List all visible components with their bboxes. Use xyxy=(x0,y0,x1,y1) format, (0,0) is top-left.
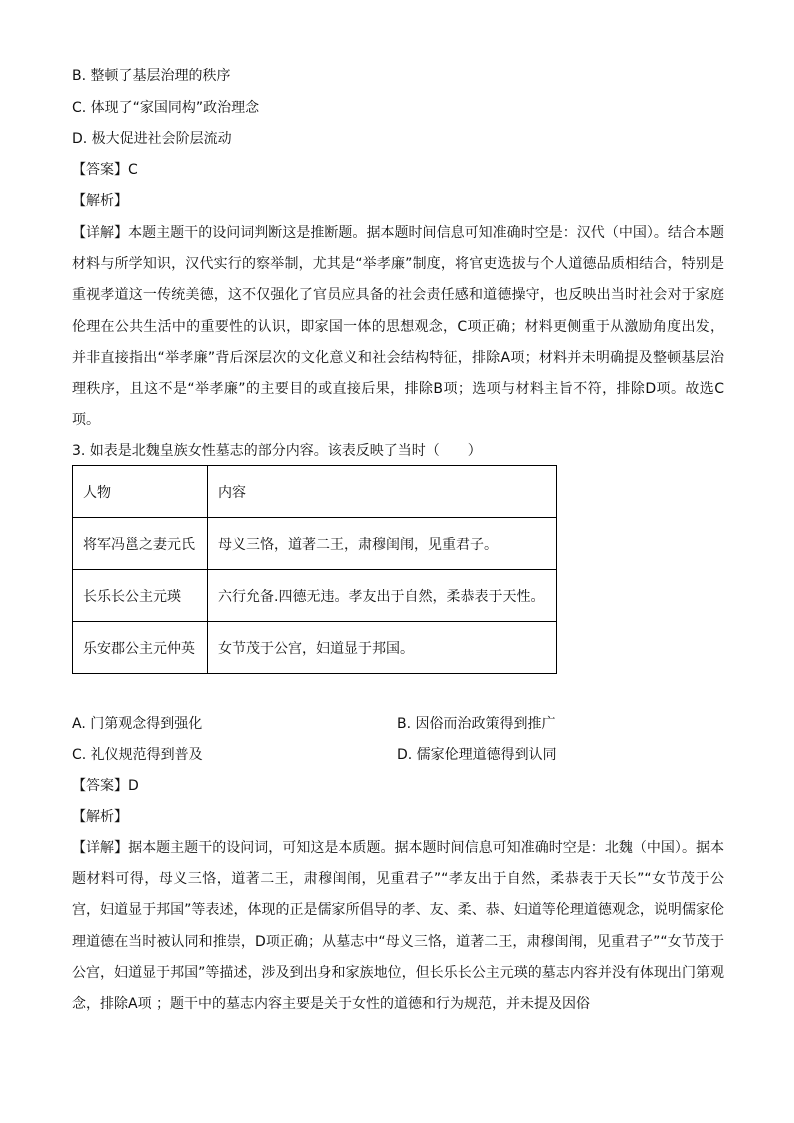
table-cell-content: 母义三恪，道著二王，肃穆闺闱，见重君子。 xyxy=(208,518,557,570)
q2-detail-paragraph: 【详解】本题主题干的设问词判断这是推断题。据本题时间信息可知准确时空是：汉代（中国）。结合本题材料与所学知识，汉代实行的察举制，尤其是“举孝廉”制度，将官吏选拔与个人道德品质相结合，特别是重视孝道这一传统美德，这不仅强化了官员应具备的社会责任感和道德操守，也反映出当时社会对于家庭伦理在公共生活中的重要性的认识，即家国一体的思想观念，C项正确；材料更侧重于从激励角度出发，并非直接指出“举孝廉”背后深层次的文化意义和社会结构特征，排除A项；材料并未明确提及整顿基层治理秩序，且这不是“举孝廉”的主要目的或直接后果，排除B项；选项与材料主旨不符，排除D项。故选C项。 xyxy=(72,225,724,429)
q2-analysis-label: 【解析】 xyxy=(72,193,128,209)
q3-analysis-label: 【解析】 xyxy=(72,809,128,825)
table-header-cell: 内容 xyxy=(208,466,557,518)
table-header-cell: 人物 xyxy=(73,466,208,518)
table-row xyxy=(73,570,557,622)
q3-stem: 3. 如表是北魏皇族女性墓志的部分内容。该表反映了当时（ ） xyxy=(72,443,482,459)
q2-option-d: D. 极大促进社会阶层流动 xyxy=(72,131,232,147)
q3-option-d: D. 儒家伦理道德得到认同 xyxy=(397,747,557,763)
table-cell-content: 女节茂于公宫，妇道显于邦国。 xyxy=(208,622,557,674)
table-cell-person: 长乐长公主元瑛 xyxy=(73,570,208,622)
q3-option-a: A. 门第观念得到强化 xyxy=(72,716,203,732)
table-row xyxy=(73,622,557,674)
table-header-row xyxy=(73,466,557,518)
table-row xyxy=(73,518,557,570)
table-cell-person: 乐安郡公主元仲英 xyxy=(73,622,208,674)
q3-option-b: B. 因俗而治政策得到推广 xyxy=(397,716,556,732)
table-cell-person: 将军冯邕之妻元氏 xyxy=(73,518,208,570)
q3-answer: 【答案】D xyxy=(72,778,139,794)
q2-answer: 【答案】C xyxy=(72,162,138,178)
q2-option-b: B. 整顿了基层治理的秩序 xyxy=(72,68,231,84)
q3-detail-paragraph: 【详解】据本题主题干的设问词，可知这是本质题。据本题时间信息可知准确时空是：北魏（中国）。据本题材料可得，母义三恪，道著二王，肃穆闺闱，见重君子”“孝友出于自然，柔恭表于天长”“女节茂于公宫，妇道显于邦国”等表述，体现的正是儒家所倡导的孝、友、柔、恭、妇道等伦理道德观念，说明儒家伦理道德在当时被认同和推崇，D项正确；从墓志中“母义三恪，道著二王，肃穆闺闱，见重君子”“女节茂于公宫，妇道显于邦国”等描述，涉及到出身和家族地位，但长乐长公主元瑛的墓志内容并没有体现出门第观念，排除A项 ；题干中的墓志内容主要是关于女性的道德和行为规范，并未提及因俗 xyxy=(72,840,724,1013)
q3-epitaph-table xyxy=(72,465,557,674)
table-cell-content: 六行允备.四德无违。孝友出于自然，柔恭表于天性。 xyxy=(208,570,557,622)
q2-option-c: C. 体现了“家国同构”政治理念 xyxy=(72,100,260,116)
q3-option-c: C. 礼仪规范得到普及 xyxy=(72,747,203,763)
